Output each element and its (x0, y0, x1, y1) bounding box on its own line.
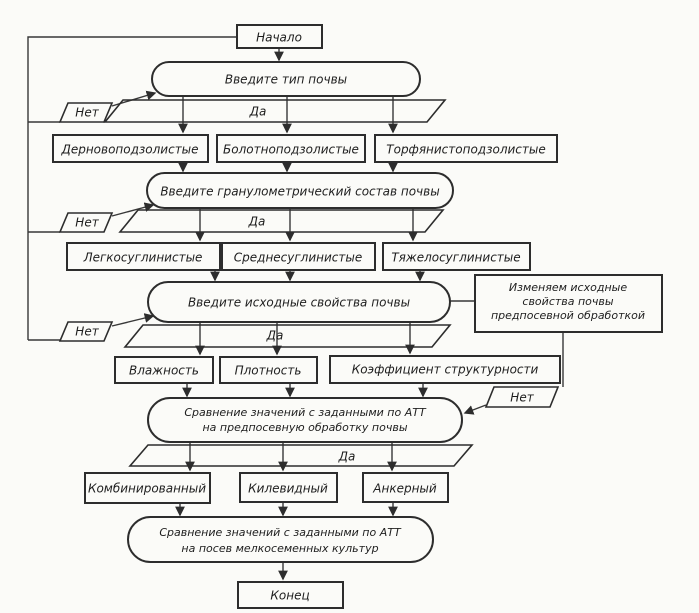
no-parallelogram-1 (60, 103, 112, 122)
no-label-2: Нет (75, 215, 99, 230)
yes-label-2: Да (248, 214, 266, 229)
soil-type-label-1: Дерновоподзолистые (61, 142, 199, 157)
opener-label-1: Комбинированный (87, 481, 207, 496)
adjustment-box (475, 275, 662, 332)
input-soil-type-oval (152, 62, 420, 96)
arrow-no4-to-compare1 (465, 405, 486, 413)
granulometry-label-1: Легкосуглинистые (83, 250, 203, 265)
soil-type-box-2 (217, 135, 365, 162)
opener-label-2: Килевидный (248, 481, 328, 496)
soil-type-box-1 (53, 135, 208, 162)
yes-parallelogram-3 (125, 325, 450, 347)
yes-label-4: Да (338, 449, 356, 464)
no-parallelogram-3 (60, 322, 112, 341)
property-label-2: Плотность (234, 363, 302, 378)
compare-tillage-line-1: Сравнение значений с заданными по АТТ (184, 406, 426, 419)
soil-type-label-3: Торфянистоподзолистые (386, 142, 546, 157)
opener-box-2 (240, 473, 337, 502)
compare-sowing-line-1: Сравнение значений с заданными по АТТ (159, 526, 401, 539)
property-box-1 (115, 357, 213, 383)
input-granulometry-oval (147, 173, 453, 208)
input-granulometry-label: Введите гранулометрический состав почвы (160, 184, 440, 199)
start-terminator (237, 25, 322, 48)
granulometry-box-2 (222, 243, 375, 270)
compare-sowing-line-2: на посев мелкосеменных культур (181, 542, 379, 555)
property-label-1: Влажность (129, 363, 199, 378)
no-label-4: Нет (510, 390, 534, 405)
granulometry-box-3 (383, 243, 530, 270)
granulometry-label-3: Тяжелосуглинистые (391, 250, 521, 265)
no-label-1: Нет (75, 105, 99, 120)
property-box-2 (220, 357, 317, 383)
end-label: Конец (270, 588, 310, 603)
yes-parallelogram-2 (120, 210, 443, 232)
property-box-3 (330, 356, 560, 383)
input-soil-type-label: Введите тип почвы (224, 72, 348, 87)
granulometry-label-2: Среднесуглинистые (233, 250, 363, 265)
no-parallelogram-2 (60, 213, 112, 232)
compare-tillage-oval (148, 398, 462, 442)
granulometry-box-1 (67, 243, 220, 270)
opener-label-3: Анкерный (373, 481, 437, 496)
opener-box-1 (85, 473, 210, 503)
input-properties-oval (148, 282, 450, 322)
property-label-3: Коэффициент структурности (351, 362, 539, 377)
compare-sowing-oval (128, 517, 433, 562)
yes-label-3: Да (266, 328, 284, 343)
adjustment-line-3: предпосевной обработкой (490, 309, 646, 322)
adjustment-line-1: Изменяем исходные (508, 281, 628, 294)
yes-parallelogram-4 (130, 445, 472, 466)
yes-parallelogram-1 (105, 100, 445, 122)
soil-type-label-2: Болотноподзолистые (223, 142, 359, 157)
soil-type-box-3 (375, 135, 557, 162)
compare-tillage-line-2: на предпосевную обработку почвы (202, 421, 408, 434)
opener-box-3 (363, 473, 448, 502)
no-parallelogram-4 (486, 387, 558, 407)
input-properties-label: Введите исходные свойства почвы (187, 295, 411, 310)
yes-label-1: Да (249, 104, 267, 119)
end-terminator (238, 582, 343, 608)
adjustment-line-2: свойства почвы (522, 295, 614, 308)
no-label-3: Нет (75, 324, 99, 339)
start-label: Начало (256, 30, 302, 45)
